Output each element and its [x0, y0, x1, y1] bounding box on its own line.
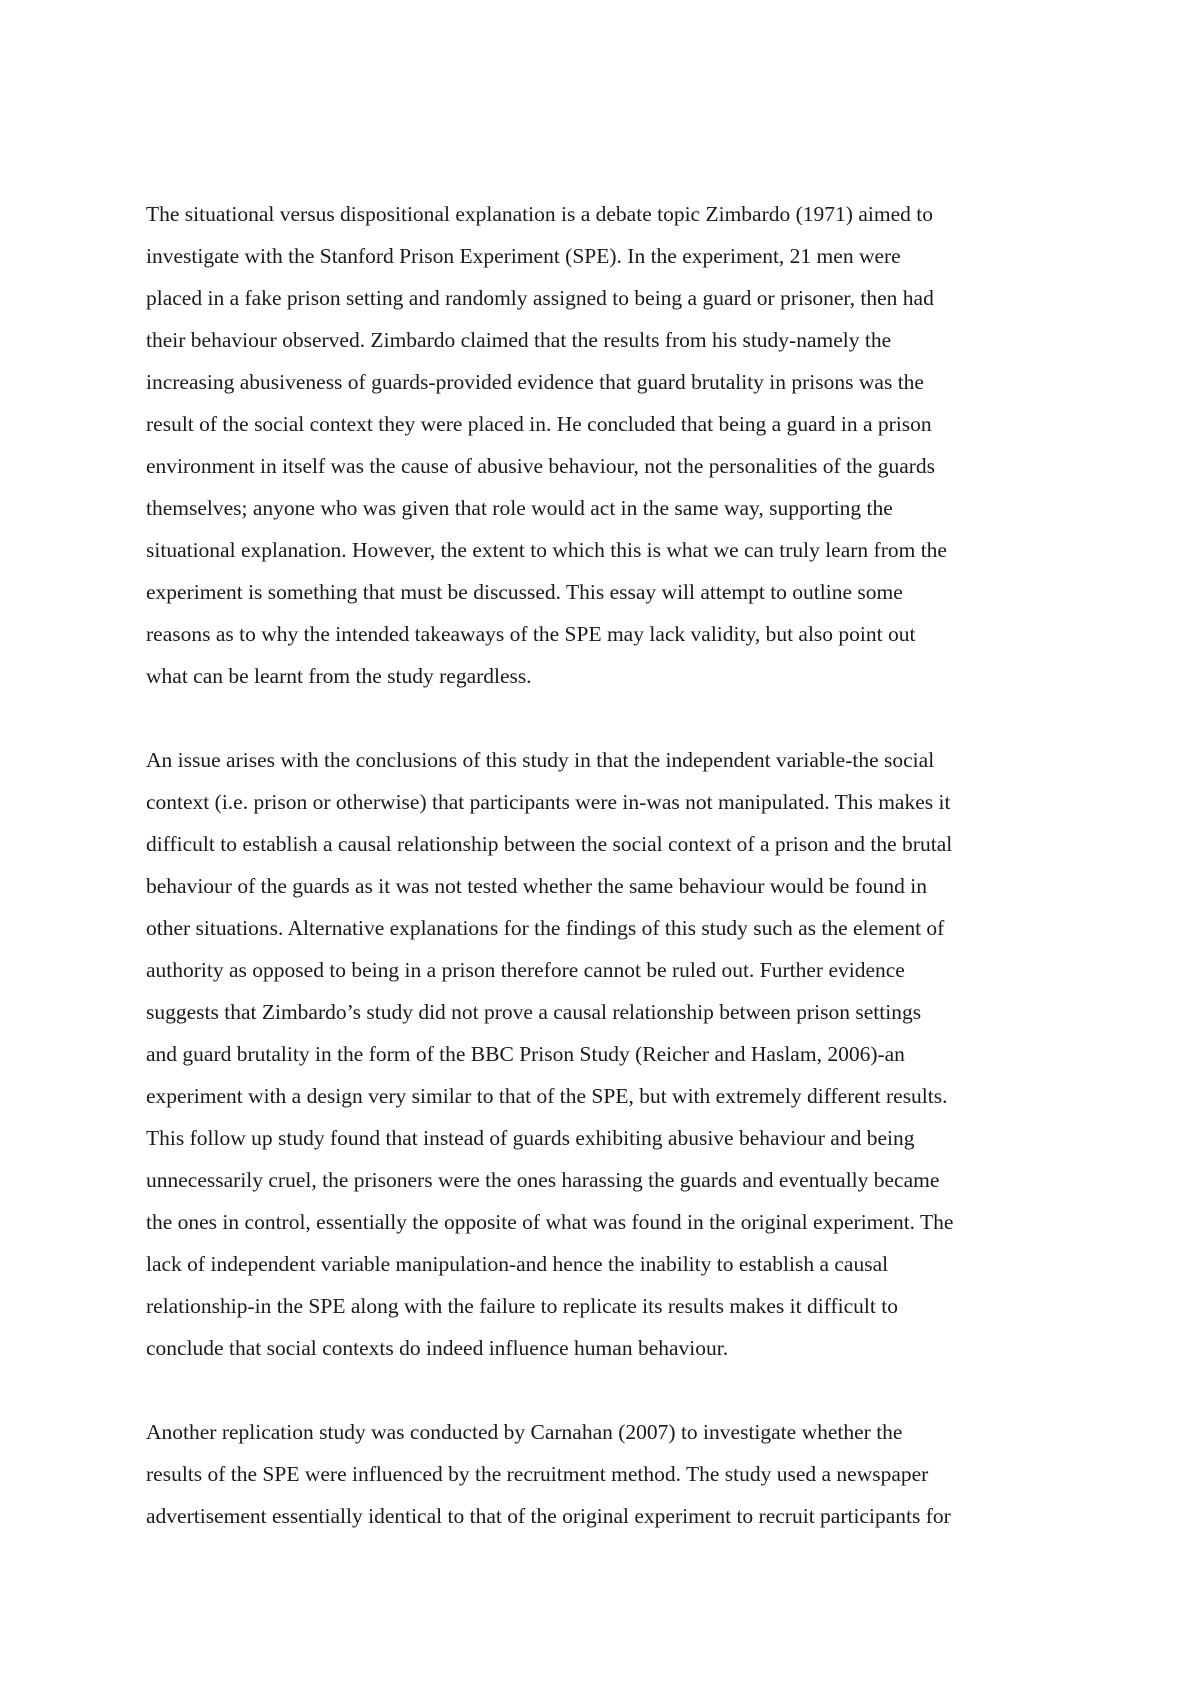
text-line: situational explanation. However, the extent to which this is what we can truly learn from the: [146, 538, 947, 562]
paragraph-introduction: [146, 193, 1076, 697]
text-line: environment in itself was the cause of abusive behaviour, not the personalities of the guards: [146, 454, 936, 478]
text-line: context (i.e. prison or otherwise) that participants were in-was not manipulated. This makes it: [146, 790, 951, 814]
text-line: result of the social context they were placed in. He concluded that being a guard in a prison: [146, 412, 932, 436]
text-line: and guard brutality in the form of the BBC Prison Study (Reicher and Haslam, 2006)-an: [146, 1042, 905, 1066]
text-line: their behaviour observed. Zimbardo claimed that the results from his study-namely the: [146, 328, 892, 352]
text-line: conclude that social contexts do indeed influence human behaviour.: [146, 1336, 729, 1360]
text-line: other situations. Alternative explanations for the findings of this study such as the element of: [146, 916, 945, 940]
text-line: suggests that Zimbardo’s study did not prove a causal relationship between prison settings: [146, 1000, 922, 1024]
text-line: Another replication study was conducted by Carnahan (2007) to investigate whether the: [146, 1420, 903, 1444]
text-line: lack of independent variable manipulation-and hence the inability to establish a causal: [146, 1252, 889, 1276]
paragraph-replication-study: [146, 1411, 1076, 1537]
text-line: the ones in control, essentially the opposite of what was found in the original experiment. The: [146, 1210, 954, 1234]
text-line: experiment with a design very similar to that of the SPE, but with extremely different results.: [146, 1084, 948, 1108]
text-line: relationship-in the SPE along with the failure to replicate its results makes it difficult to: [146, 1294, 898, 1318]
text-line: reasons as to why the intended takeaways of the SPE may lack validity, but also point out: [146, 622, 916, 646]
text-line: difficult to establish a causal relationship between the social context of a prison and the brutal: [146, 832, 953, 856]
text-line: themselves; anyone who was given that role would act in the same way, supporting the: [146, 496, 893, 520]
paragraph-causality-issue: [146, 739, 1076, 1369]
text-line: results of the SPE were influenced by the recruitment method. The study used a newspaper: [146, 1462, 929, 1486]
text-line: what can be learnt from the study regardless.: [146, 664, 532, 688]
document-body: [146, 193, 1076, 1537]
text-line: unnecessarily cruel, the prisoners were the ones harassing the guards and eventually became: [146, 1168, 940, 1192]
text-line: An issue arises with the conclusions of this study in that the independent variable-the social: [146, 748, 935, 772]
text-line: advertisement essentially identical to that of the original experiment to recruit participants for: [146, 1504, 951, 1528]
text-line: This follow up study found that instead of guards exhibiting abusive behaviour and being: [146, 1126, 915, 1150]
text-line: experiment is something that must be discussed. This essay will attempt to outline some: [146, 580, 903, 604]
text-line: investigate with the Stanford Prison Experiment (SPE). In the experiment, 21 men were: [146, 244, 901, 268]
text-line: authority as opposed to being in a prison therefore cannot be ruled out. Further evidence: [146, 958, 905, 982]
text-line: placed in a fake prison setting and randomly assigned to being a guard or prisoner, then had: [146, 286, 934, 310]
text-line: increasing abusiveness of guards-provided evidence that guard brutality in prisons was the: [146, 370, 924, 394]
text-line: behaviour of the guards as it was not tested whether the same behaviour would be found in: [146, 874, 927, 898]
text-line: The situational versus dispositional explanation is a debate topic Zimbardo (1971) aimed to: [146, 202, 933, 226]
